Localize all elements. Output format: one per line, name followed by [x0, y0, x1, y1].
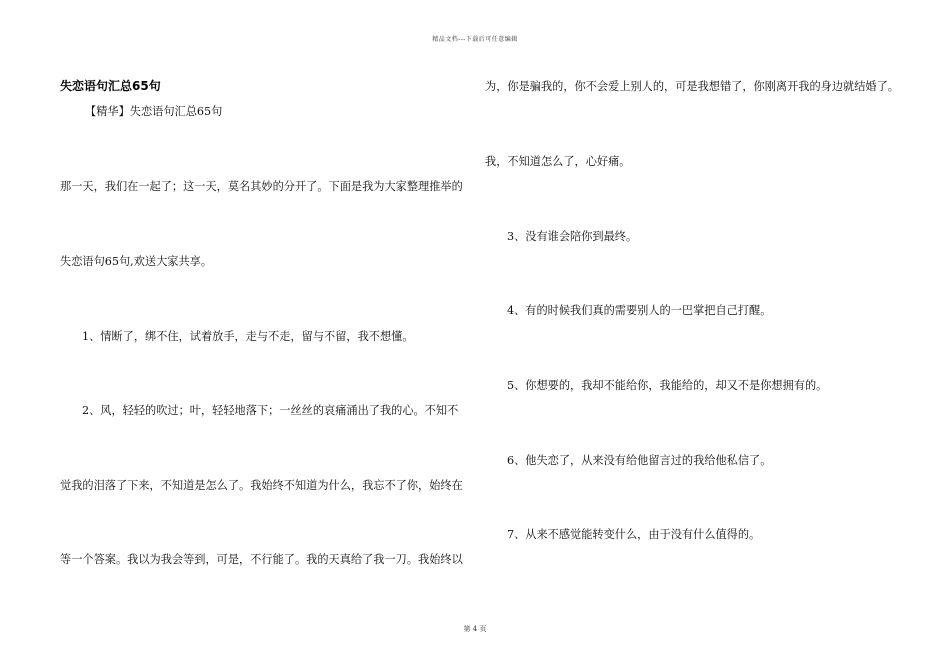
left-line-5: 2、风，轻轻的吹过；叶，轻轻地落下；一丝丝的哀痛涌出了我的心。不知不 [82, 404, 459, 417]
left-line-2: 那一天，我们在一起了；这一天，莫名其妙的分开了。下面是我为大家整理推举的 [60, 180, 463, 193]
left-line-6: 觉我的泪落了下来，不知道是怎么了。我始终不知道为什么，我忘不了你，始终在 [60, 479, 463, 492]
right-line-2: 我，不知道怎么了，心好痛。 [485, 155, 631, 168]
right-line-1: 为，你是骗我的，你不会爱上别人的，可是我想错了，你刚离开我的身边就结婚了。 [485, 80, 899, 93]
document-title: 失恋语句汇总65句 [60, 79, 161, 93]
right-line-4: 4、有的时候我们真的需要别人的一巴掌把自己打醒。 [507, 304, 772, 317]
left-line-7: 等一个答案。我以为我会等到，可是，不行能了。我的天真给了我一刀。我始终以 [60, 553, 463, 566]
left-line-3: 失恋语句65句,欢送大家共享。 [60, 255, 213, 268]
right-line-3: 3、没有谁会陪你到最终。 [507, 230, 638, 243]
left-line-4: 1、情断了，绑不住，试着放手，走与不走，留与不留，我不想懂。 [82, 330, 414, 343]
left-line-1: 【精华】失恋语句汇总65句 [85, 105, 223, 118]
right-line-6: 6、他失恋了，从来没有给他留言过的我给他私信了。 [507, 454, 772, 467]
right-line-7: 7、从来不感觉能转变什么，由于没有什么值得的。 [507, 528, 761, 541]
header-note: 精品文档---下载后可任意编辑 [432, 36, 518, 43]
page-number: 第 4 页 [463, 625, 487, 633]
right-line-5: 5、你想要的，我却不能给你，我能给的，却又不是你想拥有的。 [507, 379, 828, 392]
